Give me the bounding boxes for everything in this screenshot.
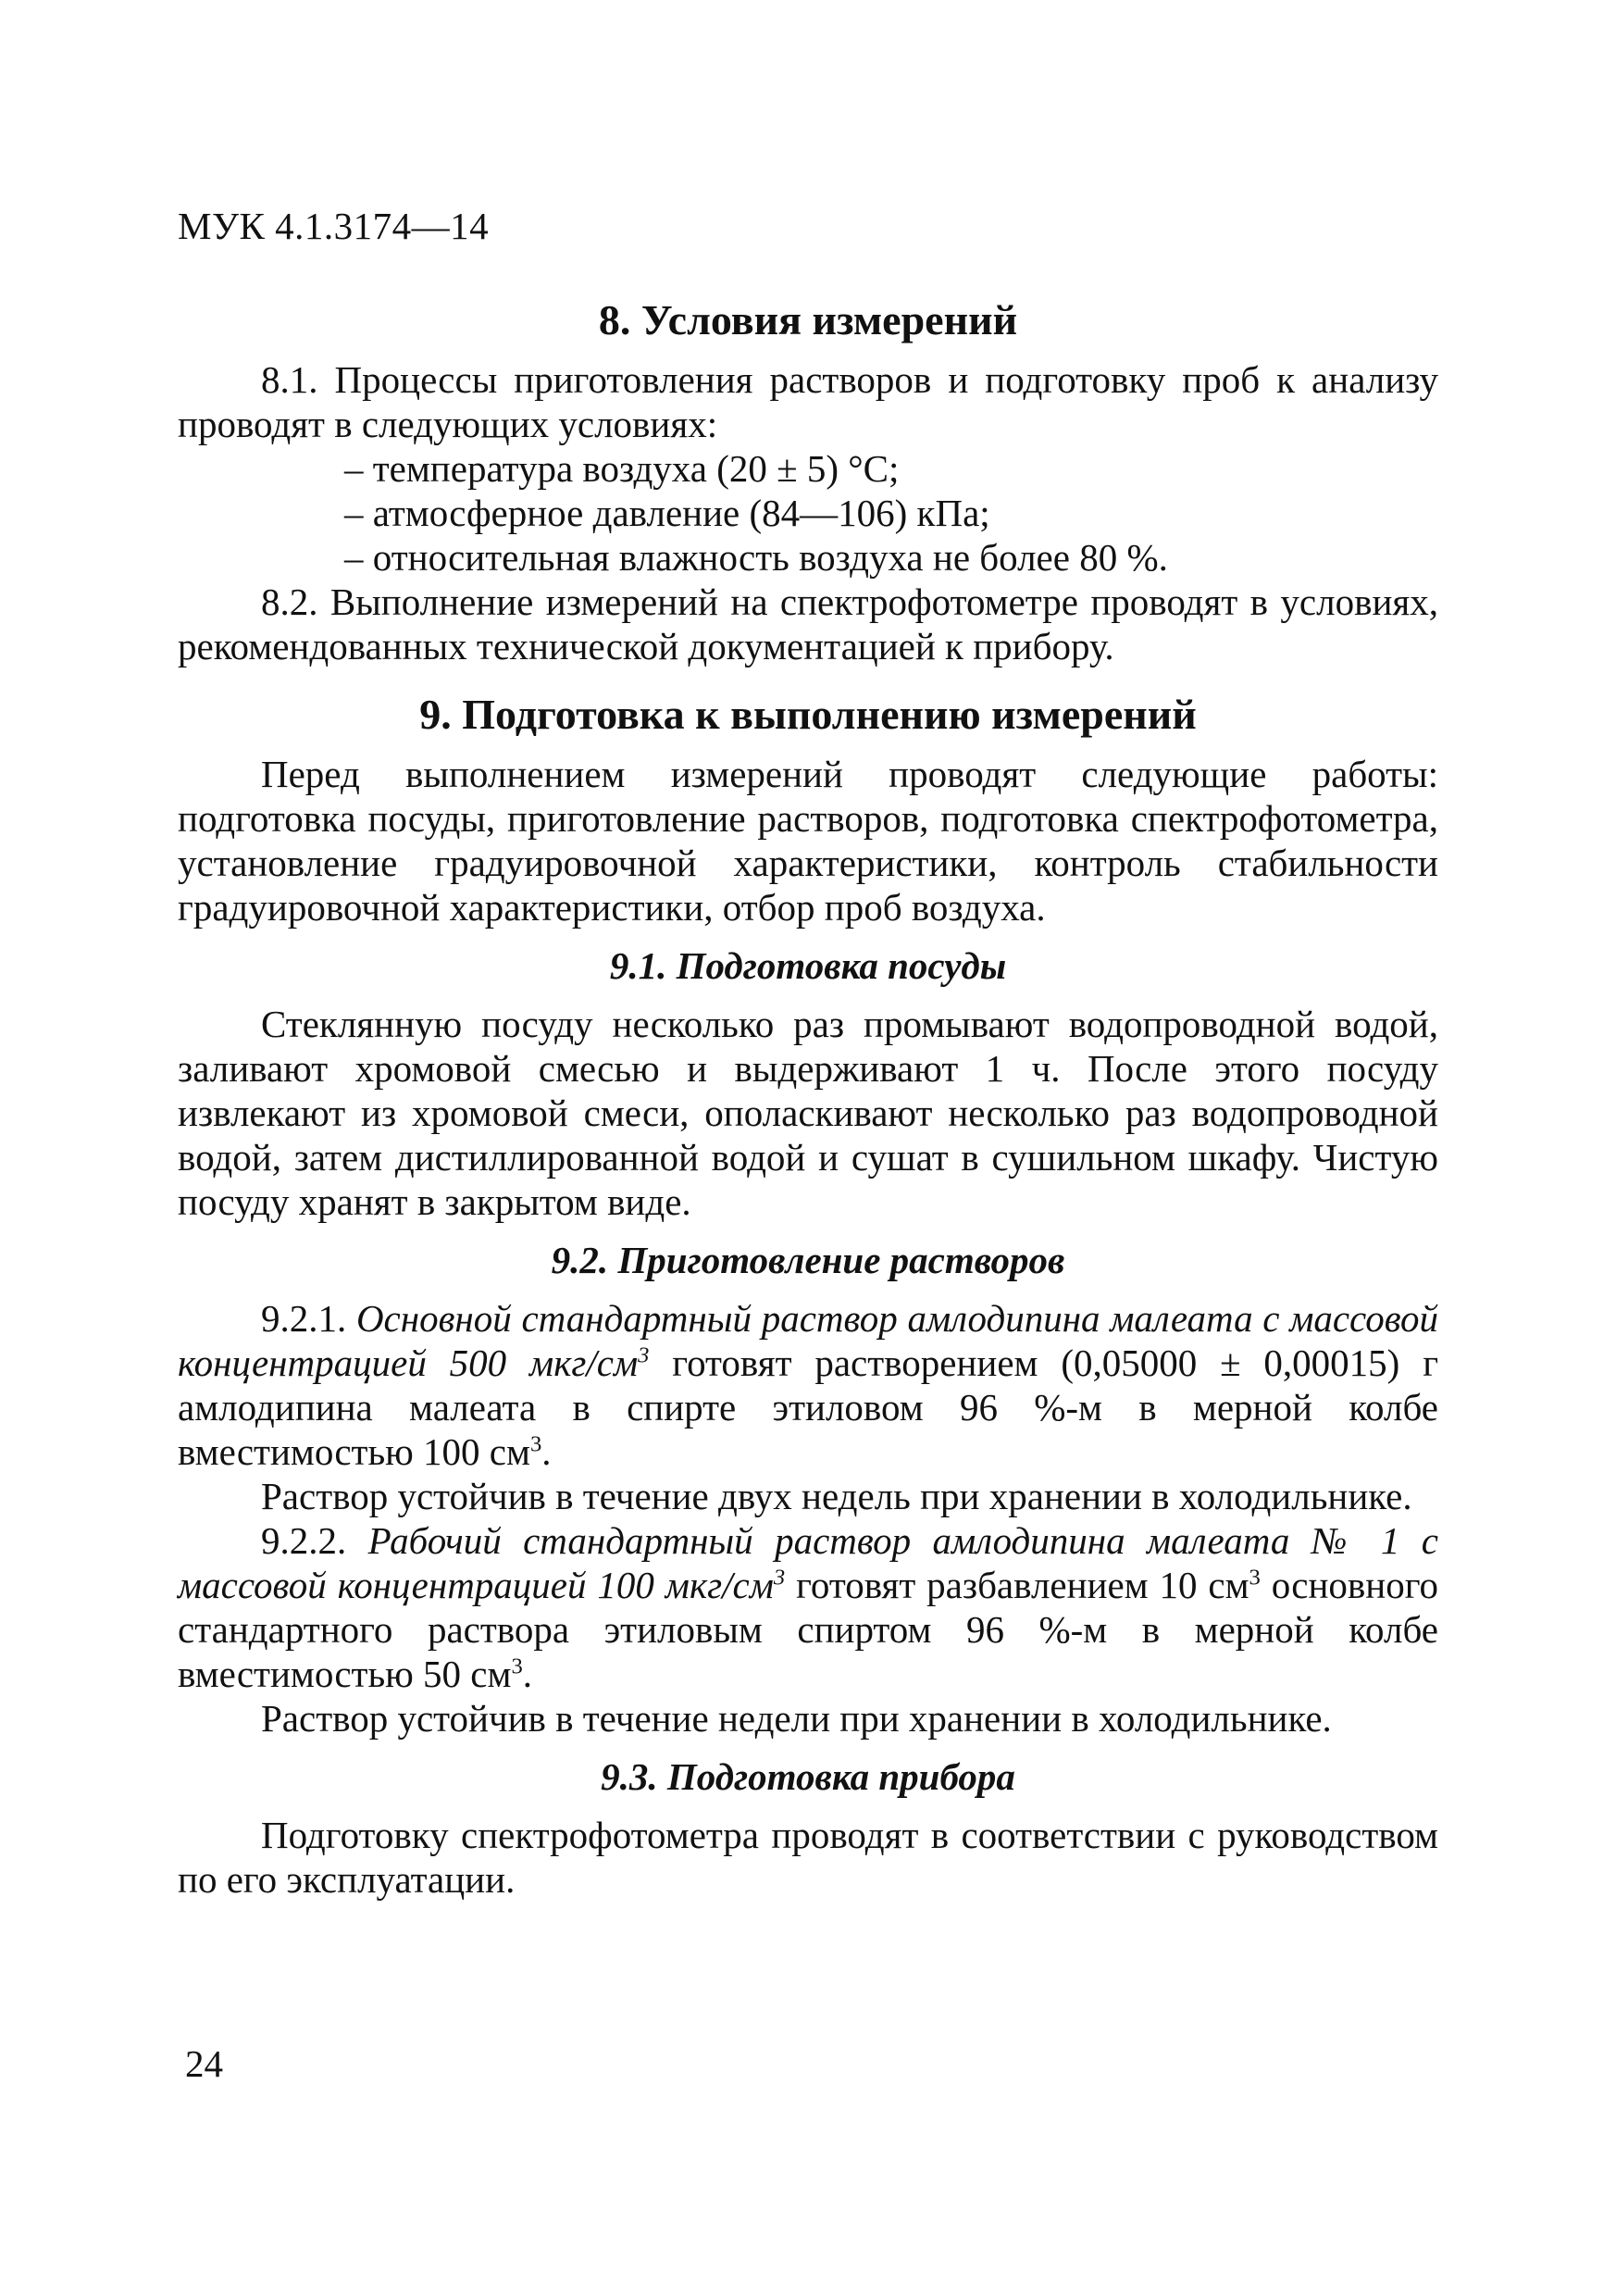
section-9-2-title: 9.2. Приготовление растворов <box>551 1239 1065 1281</box>
paragraph-9-2-1-end: . <box>541 1430 552 1473</box>
paragraph-9-2-2-note: Раствор устойчив в течение недели при хранении в холодильнике. <box>261 1697 1332 1740</box>
paragraph-9-2-1-term-sup: 3 <box>638 1342 650 1368</box>
paragraph-9-intro: Перед выполнением измерений проводят следующие работы: подготовка посуды, приготовление растворов, подготовка спектрофотометра, установление градуировочной характеристики, контроль стабильности градуировочной характеристики, отбор проб воздуха. <box>178 753 1438 929</box>
paragraph-8-2: 8.2. Выполнение измерений на спектрофотометре проводят в условиях, рекомендованных технической документацией к прибору. <box>178 580 1438 668</box>
paragraph-8-1: 8.1. Процессы приготовления растворов и подготовку проб к анализу проводят в следующих условиях: <box>178 358 1438 445</box>
page-number: 24 <box>185 2042 223 2085</box>
paragraph-9-2-2-text-b-sup: 3 <box>511 1653 523 1679</box>
paragraph-9-2-2 <box>178 1518 1438 1696</box>
paragraph-9-3: Подготовку спектрофотометра проводят в соответствии с руководством по его эксплуатации. <box>178 1814 1438 1901</box>
paragraph-9-1: Стеклянную посуду несколько раз промывают водопроводной водой, заливают хромовой смесью и выдерживают 1 ч. После этого посуду извлекают из хромовой смеси, ополаскивают несколько раз водопроводной водой, затем дистиллированной водой и сушат в сушильном шкафу. Чистую посуду хранят в закрытом виде. <box>178 1003 1438 1223</box>
paragraph-9-2-1-term: Основной стандартный раствор амлодипина малеата с массовой концентрацией 500 мкг/см <box>178 1297 1438 1384</box>
section-9-3-title: 9.3. Подготовка прибора <box>601 1755 1015 1798</box>
paragraph-9-2-1-number: 9.2.1. <box>261 1297 347 1340</box>
section-8-title: 8. Условия измерений <box>598 296 1018 343</box>
condition-temperature: – температура воздуха (20 ± 5) °С; <box>344 447 900 490</box>
paragraph-9-2-2-text-a: готовят разбавлением 10 см <box>796 1564 1249 1606</box>
paragraph-9-2-2-text-b: основного стандартного раствора этиловым спиртом 96 %-м в мерной колбе вместимостью 50 см <box>178 1564 1438 1695</box>
paragraph-9-2-2-number: 9.2.2. <box>261 1519 347 1562</box>
paragraph-9-2-2-end: . <box>522 1653 532 1695</box>
paragraph-9-2-2-term-sup: 3 <box>773 1565 786 1591</box>
section-9-title: 9. Подготовка к выполнению измерений <box>419 691 1197 738</box>
section-9-1-title: 9.1. Подготовка посуды <box>609 944 1007 987</box>
condition-humidity: – относительная влажность воздуха не более 80 %. <box>344 536 1168 579</box>
paragraph-9-2-2-text-a-sup: 3 <box>1249 1565 1261 1591</box>
paragraph-9-2-1-text-sup: 3 <box>529 1431 542 1457</box>
paragraph-9-2-1-note: Раствор устойчив в течение двух недель при хранении в холодильнике. <box>261 1475 1412 1517</box>
paragraph-9-2-2-term: Рабочий стандартный раствор амлодипина малеата № 1 с массовой концентрацией 100 мкг/см <box>178 1519 1439 1606</box>
document-code: МУК 4.1.3174—14 <box>178 205 490 247</box>
condition-pressure: – атмосферное давление (84—106) кПа; <box>344 492 990 534</box>
paragraph-9-2-1 <box>178 1296 1438 1474</box>
page-content <box>178 294 1438 1902</box>
paragraph-9-2-1-text: готовят растворением (0,05000 ± 0,00015) г амлодипина малеата в спирте этиловом 96 %-м в мерной колбе вместимостью 100 см <box>178 1341 1439 1473</box>
